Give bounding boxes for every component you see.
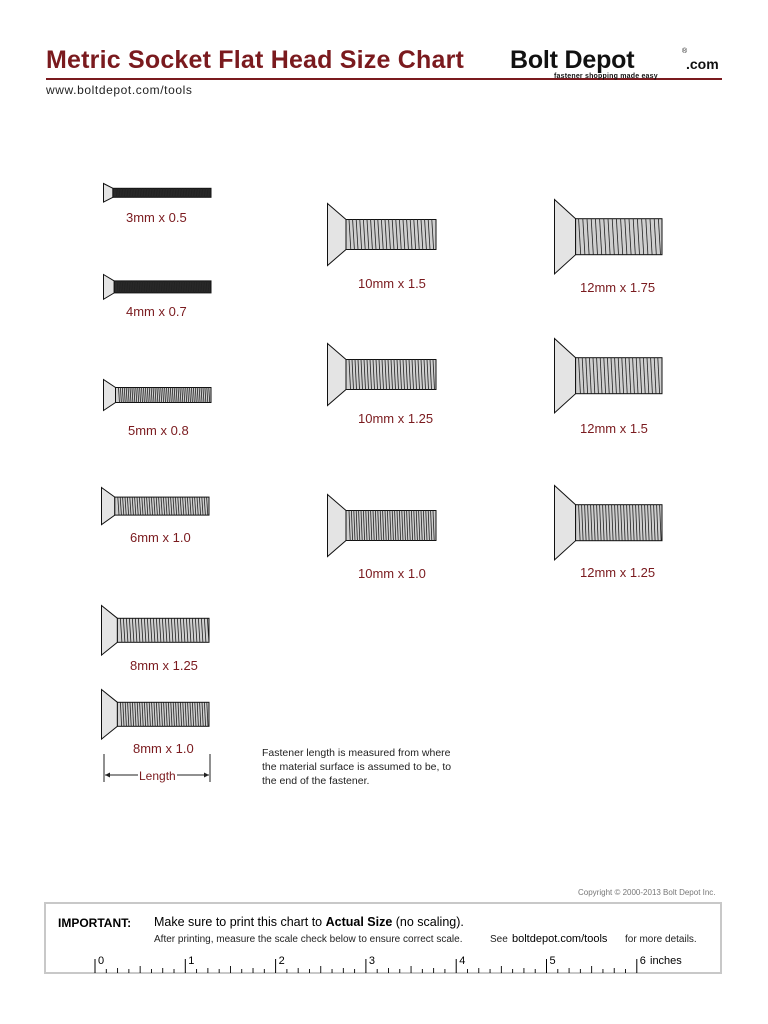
bolt-7 [327, 203, 437, 266]
flat-head-screw-icon [101, 689, 210, 740]
bolt-size-label: 12mm x 1.25 [580, 565, 656, 580]
logo-domain: .com [686, 56, 719, 72]
logo-tagline: fastener shopping made easy [554, 73, 658, 80]
bolt-size-label: 10mm x 1.25 [358, 411, 434, 426]
screw-head [102, 488, 115, 525]
screw-head [102, 606, 118, 656]
print-notice-box [44, 902, 722, 974]
website-url: www.boltdepot.com/tools [46, 83, 193, 97]
bolt-12 [554, 485, 663, 560]
bolt-size-label: 6mm x 1.0 [130, 530, 191, 545]
bolt-8 [327, 343, 437, 406]
bolt-size-label: 10mm x 1.0 [358, 566, 426, 581]
flat-head-screw-icon [554, 199, 663, 274]
bolt-9 [327, 494, 437, 557]
flat-head-screw-icon [554, 338, 663, 413]
ruler-number: 0 [98, 955, 105, 967]
screw-head [104, 380, 116, 411]
flat-head-screw-icon [103, 183, 212, 203]
length-note: Fastener length is measured from where the material surface is assumed to be, to the end of the fastener. [262, 747, 452, 787]
bolt-size-label: 8mm x 1.0 [133, 741, 194, 756]
scale-check-instruction: After printing, measure the scale check below to ensure correct scale. [154, 934, 463, 945]
screw-head [328, 344, 347, 406]
see-text: See [490, 934, 508, 945]
ruler-number: 2 [278, 955, 285, 967]
screw-head [328, 204, 347, 266]
ruler-number: 1 [188, 955, 195, 967]
inch-ruler [46, 904, 724, 976]
screw-head [104, 275, 115, 300]
flat-head-screw-icon [101, 605, 210, 656]
bolt-size-label: 8mm x 1.25 [130, 658, 198, 673]
flat-head-screw-icon [327, 343, 437, 406]
length-label: Length [139, 769, 176, 783]
bolt-3 [103, 379, 212, 411]
bolt-2 [103, 274, 212, 300]
bolt-size-label: 10mm x 1.5 [358, 276, 426, 291]
logo-wordmark: Bolt Depot [510, 46, 635, 74]
bolt-size-label: 4mm x 0.7 [126, 304, 187, 319]
screw-head [104, 184, 113, 203]
logo-registered-mark: ® [682, 48, 688, 55]
ruler-number: 3 [368, 955, 376, 967]
copyright-text: Copyright © 2000-2013 Bolt Depot Inc. [578, 888, 716, 897]
bolt-size-label: 12mm x 1.75 [580, 280, 656, 295]
bolt-1 [103, 183, 212, 203]
ruler-number: 5 [549, 955, 556, 967]
more-details-text: for more details. [625, 934, 697, 945]
flat-head-screw-icon [103, 274, 212, 300]
page-title: Metric Socket Flat Head Size Chart [46, 46, 465, 74]
bolt-10 [554, 199, 663, 274]
flat-head-screw-icon [554, 485, 663, 560]
bolt-size-label: 5mm x 0.8 [128, 423, 189, 438]
ruler-number: 4 [459, 955, 466, 967]
flat-head-screw-icon [327, 494, 437, 557]
screw-head [328, 495, 347, 557]
bolt-depot-logo [510, 46, 722, 82]
screw-head [102, 690, 118, 740]
actual-size-instruction: Make sure to print this chart to Actual Size (no scaling). [154, 915, 464, 929]
bolt-size-label: 3mm x 0.5 [126, 210, 187, 225]
bolt-11 [554, 338, 663, 413]
bolt-size-label: 12mm x 1.5 [580, 421, 648, 436]
ruler-unit: inches [650, 955, 682, 967]
tools-link[interactable]: boltdepot.com/tools [512, 933, 608, 945]
bolt-4 [101, 487, 210, 525]
important-label: IMPORTANT: [58, 916, 132, 930]
bolt-6 [101, 689, 210, 740]
bolt-5 [101, 605, 210, 656]
flat-head-screw-icon [101, 487, 210, 525]
screw-head [555, 486, 576, 560]
ruler-number: 6 [639, 955, 646, 967]
flat-head-screw-icon [327, 203, 437, 266]
flat-head-screw-icon [103, 379, 212, 411]
screw-head [555, 200, 576, 274]
screw-head [555, 339, 576, 413]
